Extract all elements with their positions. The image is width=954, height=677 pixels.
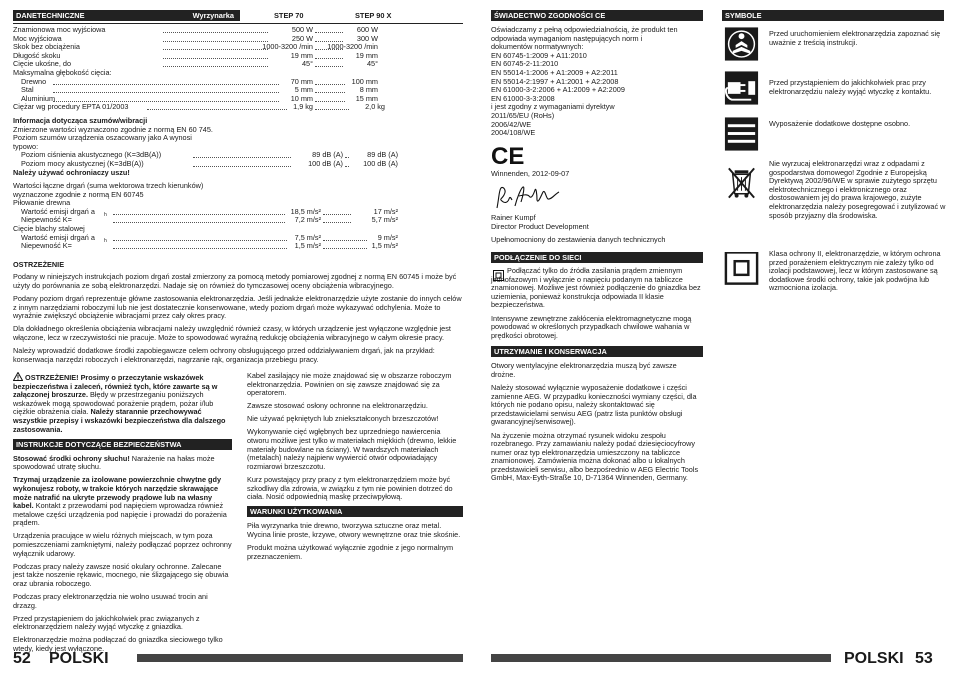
leader-dots <box>113 234 287 241</box>
conformity-line: EN 60745-2-11:2010 <box>491 59 559 69</box>
conformity-line: dokumentów normatywnych: <box>491 42 584 52</box>
spec-value-step90x: 100 dB (A) <box>363 158 398 168</box>
mains-paragraph: Intensywne zewnętrzne zakłócenia elektromagnetyczne mogą powodować w określonych przypadkach chwilowe wahania w prędkości obrotowej. <box>491 313 692 340</box>
vib-steel-title: Cięcie blachy stalowej <box>13 224 85 234</box>
conformity-line: i jest zgodny z wymaganiami dyrektyw <box>491 102 615 112</box>
leader-dots <box>163 43 268 50</box>
vibration-steel-table <box>13 234 463 251</box>
spec-label: Drewno <box>21 76 47 86</box>
signer-title: Director Product Development <box>491 221 589 231</box>
signer-note: Upełnomocniony do zestawienia danych technicznych <box>491 234 666 244</box>
leader-dots <box>323 216 351 223</box>
leader-dots <box>113 208 285 215</box>
spec-value-step90x: 45° <box>366 59 378 69</box>
leader-dots <box>345 160 349 167</box>
language-label: POLSKI <box>49 650 109 667</box>
leader-dots <box>53 78 279 85</box>
spec-value-step70: 5 mm <box>294 85 313 95</box>
safety-paragraph: Kurz powstający przy pracy z tym elektronarzędziem może być szkodliwy dla zdrowia, w związku z tym nie powinien dotrzeć do ciała. Nosić odpowiednią maskę przeciwpyłową. <box>247 474 453 502</box>
spec-label: Poziom ciśnienia akustycznego (K=3dB(A)) <box>21 150 162 160</box>
safety-paragraph: Podczas pracy elektronarzędzia nie wolno usuwać trocin ani drzazg. <box>13 591 208 610</box>
accessory-icon <box>722 117 761 151</box>
safety-paragraph: Urządzenia pracujące w wielu różnych miejscach, w tym poza pomieszczeniami zamkniętymi, należy podłączać poprzez ochronny wyłącznik udarowy. <box>13 531 232 558</box>
spec-value-step70: 10 mm <box>290 93 313 103</box>
ce-mark-icon <box>491 144 525 166</box>
page-52-column-2a <box>13 372 232 658</box>
spec-label: Moc wyjściowa <box>13 33 62 43</box>
symbol-row <box>722 160 944 240</box>
class-ii-icon <box>722 252 761 286</box>
footer-bar <box>137 654 463 662</box>
spec-row <box>13 43 463 52</box>
mains-header: PODŁĄCZENIE DO SIECI <box>491 252 703 263</box>
weight-row <box>13 103 463 112</box>
page-53-column-1 <box>491 10 703 488</box>
spec-label: Długość skoku <box>13 50 61 60</box>
leader-dots <box>163 26 268 33</box>
spec-value-step70: 1,5 m/s² <box>294 241 321 251</box>
safety-paragraph: Kabel zasilający nie może znajdować się w obszarze roboczym elektronarzędzia. Powinien on się zawsze znajdować się za operatorem. <box>247 371 452 398</box>
language-label: POLSKI <box>844 650 904 667</box>
spec-value-step90x: 17 m/s² <box>373 206 398 216</box>
spec-table <box>13 26 463 69</box>
leader-dots <box>193 160 291 167</box>
conformity-line: EN 61000-3-3:2008 <box>491 93 555 103</box>
symbol-text: Wyposażenie dodatkowe dostępne osobno. <box>769 119 911 128</box>
model-step-70: STEP 70 <box>274 11 304 20</box>
page-53-column-2 <box>722 10 944 410</box>
spec-row <box>13 242 463 251</box>
read-manual-icon <box>722 27 761 61</box>
symbol-text: Przed uruchomieniem elektronarzędzia zapoznać się uważnie z treścią instrukcji. <box>769 29 941 47</box>
spec-value-step70: 100 dB (A) <box>308 158 343 168</box>
safety-paragraph: Przed przystąpieniem do jakichkolwiek prac związanych z elektronarzędziem należy wyjąć wtyczkę z gniazdka. <box>13 613 200 632</box>
leader-dots <box>163 35 268 42</box>
tech-data-header-bar <box>13 10 240 21</box>
spec-value-step90x: 100 mm <box>351 76 378 86</box>
warning-paragraph: Podany poziom drgań reprezentuje główne zastosowania elektronarzędzia. Jeśli jednakże elektronarzędzie użyte zostanie do innych celów z innym narzędziami roboczymi lub nie jest dostatecznie konserwowane, wtedy poziom drgań może wykazywać odchylenia. Może to wyraźnie zwiększyć obciążenie wibracjami przez cały okres pracy. <box>13 294 462 321</box>
spec-label: Stal <box>21 85 34 95</box>
spec-value-step90x: 89 dB (A) <box>367 150 398 160</box>
conformity-line: 2004/108/WE <box>491 128 536 138</box>
leader-dots <box>315 60 343 67</box>
safety-hearing: Stosować środki ochrony słuchu! Narażenie na hałas może spowodować utratę słuchu. <box>13 453 215 472</box>
leader-dots <box>315 35 343 42</box>
safety-paragraph: Nie używać pękniętych lub zniekształconych brzeszczotów! <box>247 414 439 424</box>
leader-dots <box>113 216 285 223</box>
tech-data-subtitle: Wyrzynarka <box>192 11 234 20</box>
symbol-row <box>722 27 944 63</box>
spec-value-step90x: 1000-3200 /min <box>327 42 378 52</box>
noise-intro <box>13 126 463 152</box>
leader-dots <box>315 26 343 33</box>
vibration-intro-line: wyznaczone zgodnie z normą EN 60745 <box>13 189 144 199</box>
noise-intro-line: Zmierzone wartości wyznaczono zgodnie z normą EN 60 745. <box>13 124 213 134</box>
warning-paragraph: Należy wprowadzić dodatkowe środki zapobiegawcze celem ochrony obsługującego przed oddziaływaniem drgań, jak na przykład: konserwacja narzędzi roboczych i elektronarzędzi, nagrzanie rąk, organizacja przebiegu pracy. <box>13 346 435 364</box>
spec-value-step70: 7,5 m/s² <box>294 232 321 242</box>
spec-value-step90x: 15 mm <box>355 93 378 103</box>
warning-paragraph: Dla dokładnego określenia obciążenia wibracjami należy uwzględnić również czasy, w których urządzenie jest wyłączone względnie jest włączone, lecz w rzeczywistości nie pracuje. Może to spowodować wyraźną redukcję obciążenia wibracyjnego w całym okresie pracy. <box>13 324 451 342</box>
leader-dots <box>315 103 349 110</box>
safety-paragraph: Wykonywanie cięć wgłębnych bez uprzedniego nawiercenia otworu możliwe jest tylko w materiałach miękkich (drewno, lekkie materiały budowlane na ściany). W twardszych materiałach (metalach) należy najpierw wywiercić otwór odpowiadający rozmiarowi brzeszczotu. <box>247 427 457 471</box>
maintenance-header: UTRZYMANIE I KONSERWACJA <box>491 346 703 357</box>
vibration-wood-table <box>13 208 463 225</box>
tech-data-header <box>13 10 463 21</box>
symbol-row <box>722 71 944 107</box>
spec-value-step90x: 9 m/s² <box>377 232 398 242</box>
leader-dots <box>315 86 345 93</box>
spec-value-step70: 250 W <box>291 33 313 43</box>
spec-value-step90x: 5,7 m/s² <box>371 215 398 225</box>
spec-label: Niepewność K= <box>21 241 72 251</box>
leader-dots <box>323 242 367 249</box>
safety-paragraph: Elektronarzędzie można podłączać do gniazdka sieciowego tylko wtedy, kiedy jest wyłączone. <box>13 635 223 653</box>
warning-paragraph: Podany w niniejszych instrukcjach poziom drgań został zmierzony za pomocą metody pomiarowej zgodnej z normą EN 60745 i może być użyty do porównania ze sobą elektronarzędzi. Nadaje się on również do tymczasowej oceny obciążenia wibracyjnego. <box>13 272 457 291</box>
unplug-icon <box>722 71 761 105</box>
vib-wood-title: Piłowanie drewna <box>13 198 71 208</box>
depth-table <box>13 78 463 104</box>
leader-dots <box>323 208 351 215</box>
conformity-line: odpowiada wymaganiom następujących norm i <box>491 33 643 43</box>
safety-section-header: INSTRUKCJE DOTYCZĄCE BEZPIECZEŃSTWA <box>13 439 232 450</box>
spec-value-step90x: 300 W <box>356 33 378 43</box>
conformity-line: EN 55014-2:1997 + A1:2001 + A2:2008 <box>491 76 619 86</box>
conformity-line: 2006/42/WE <box>491 119 532 129</box>
leader-dots <box>345 151 349 158</box>
signature-image <box>493 184 563 212</box>
spec-label: Aluminium <box>21 93 56 103</box>
spec-row <box>13 35 463 44</box>
conformity-line: EN 61000-3-2:2006 + A1:2009 + A2:2009 <box>491 85 625 95</box>
maintenance-paragraph: Na życzenie można otrzymać rysunek widoku zespołu rozebranego. Przy zamawianiu należy podać dziesięciocyfrowy numer oraz typ elektronarzędzia umieszczony na tabliczce znamionowej. Zamówienia można dokonać albo u lokalnych przedstawicieli serwisu, albo bezpośrednio w AEG Electric Tools GmbH, Max-Eyth-Straße 10, D-71364 Winnenden, Germany. <box>491 430 699 483</box>
page-number-52: 52 <box>13 650 31 667</box>
spec-value-step70: 18,5 m/s² <box>290 206 321 216</box>
mains-paragraph: Podłączać tylko do źródła zasilania prądem zmiennym jednofazowym i wyłącznie o napięciu podanym na tabliczce znamionowej. Możliwe jest również podłączenie do gniazdka bez uziemienia, ponieważ konstrukcja odpowiada II klasie bezpieczeństwa. <box>491 266 701 310</box>
leader-dots <box>163 60 268 67</box>
noise-intro-line: typowo: <box>13 141 39 151</box>
leader-dots <box>163 52 268 59</box>
spec-label: Wartość emisji drgań a <box>21 232 95 242</box>
place-date: Winnenden, 2012-09-07 <box>491 168 570 178</box>
ear-protection-note: Należy używać ochroniaczy uszu! <box>13 167 130 177</box>
symbol-row <box>722 244 944 304</box>
spec-label-subscript: h <box>104 237 107 244</box>
symbol-text: Nie wyrzucaj elektronarzędzi wraz z odpadami z gospodarstwa domowego! Zgodnie z Europejską Dyrektywą 2002/96/WE w sprawie zużytego sprzętu elektrotechnicznego i elektronicznego oraz dostosowaniem jej do prawa krajowego, zużyte elektronarzędzia należy posegregować i zutylizować w sposób przyjazny dla środowiska. <box>769 159 946 220</box>
vibration-intro <box>13 182 463 199</box>
mains-block <box>491 267 703 310</box>
conformity-line: 2011/65/EU (RoHs) <box>491 110 555 120</box>
page-number-53: 53 <box>915 650 933 667</box>
conformity-header: ŚWIADECTWO ZGODNOŚCI CE <box>491 10 703 21</box>
conformity-lines <box>491 26 703 138</box>
maintenance-paragraph: Należy stosować wyłącznie wyposażenie dodatkowe i części zamienne AEG. W przypadku konieczności wymiany części, dla których nie podano opisu, należy skontaktować się przedstawicielami serwisu AEG (patrz lista punktów obsługi gwarancyjnej/serwisowej). <box>491 383 697 427</box>
usage-section-header: WARUNKI UŻYTKOWANIA <box>247 506 463 517</box>
noise-title: Informacja dotycząca szumów/wibracji <box>13 115 148 125</box>
signer-name: Rainer Kumpf <box>491 213 536 223</box>
page-52-column-1 <box>13 10 463 369</box>
page-52-footer <box>13 649 463 669</box>
weee-bin-icon <box>722 166 761 200</box>
warning-keep: Należy starannie przechowywać wszystkie przepisy i wskazówki bezpieczeństwa dla dalszego zastosowania. <box>13 407 226 434</box>
spec-row <box>13 86 463 95</box>
spec-row <box>13 160 463 169</box>
footer-bar <box>491 654 831 662</box>
spec-row <box>13 52 463 61</box>
spec-value-step90x: 2,0 kg <box>365 102 385 112</box>
leader-dots <box>113 242 287 249</box>
usage-paragraph: Piła wyrzynarka tnie drewno, tworzywa sztuczne oraz metal. Wycina linie proste, krzywe, otwory wewnętrzne oraz tnie skośnie. <box>247 521 461 539</box>
header-rule <box>13 23 463 24</box>
safety-paragraph: Podczas pracy należy zawsze nosić okulary ochronne. Zalecane jest także noszenie rękawic, mocnego, nie ślizgającego się obuwia oraz ubrania roboczego. <box>13 561 229 588</box>
class-ii-small-icon <box>493 270 504 281</box>
spec-value-step70: 70 mm <box>290 76 313 86</box>
symbol-row <box>722 117 944 153</box>
spec-value-step70: 45° <box>301 59 313 69</box>
spec-label-subscript: h <box>104 211 107 218</box>
warning-block <box>13 372 232 434</box>
warning-title: OSTRZEŻENIE <box>13 259 65 269</box>
model-step-90x: STEP 90 X <box>355 11 392 20</box>
noise-table <box>13 151 463 168</box>
leader-dots <box>323 234 367 241</box>
spec-value-step70: 89 dB (A) <box>312 150 343 160</box>
spec-label: Cięcie ukośne, do <box>13 59 72 69</box>
spec-row <box>13 103 463 112</box>
spec-value-step90x: 19 mm <box>355 50 378 60</box>
spec-label: Znamionowa moc wyjściowa <box>13 25 106 34</box>
symbols-header: SYMBOLE <box>722 10 944 21</box>
page-53-footer <box>491 649 941 669</box>
spec-label: Ciężar wg procedury EPTA 01/2003 <box>13 102 129 112</box>
spec-value-step70: 1000-3200 /min <box>262 42 313 52</box>
warning-triangle-icon <box>13 372 23 381</box>
spec-value-step70: 500 W <box>291 25 313 34</box>
maintenance-paragraph: Otwory wentylacyjne elektronarzędzia muszą być zawsze drożne. <box>491 361 677 379</box>
leader-dots <box>53 95 279 102</box>
spec-label: Skok bez obciążenia <box>13 42 80 52</box>
tech-data-title: DANETECHNICZNE <box>16 11 85 20</box>
page-52-column-2b <box>247 372 463 566</box>
leader-dots <box>193 151 291 158</box>
depth-title: Maksymalna głębokość cięcia: <box>13 67 112 77</box>
warning-rest: Błędy w przestrzeganiu poniższych wskazówek mogą spowodować porażenie prądem, pożar i/lub ciężkie obrażenia ciała. <box>13 390 214 417</box>
conformity-line: EN 55014-1:2006 + A1:2009 + A2:2011 <box>491 67 618 77</box>
spec-label: Niepewność K= <box>21 215 72 225</box>
spec-row <box>13 78 463 87</box>
conformity-line: EN 60745-1:2009 + A11:2010 <box>491 50 587 60</box>
warning-bold: OSTRZEŻENIE! Prosimy o przeczytanie wskazówek bezpieczeństwa i zaleceń, również tych, które zawarte są w załączonej broszurze. <box>13 373 218 400</box>
spec-value-step90x: 600 W <box>356 25 378 34</box>
spec-value-step70: 7,2 m/s² <box>294 215 321 225</box>
spec-value-step70: 19 mm <box>290 50 313 60</box>
spec-value-step90x: 8 mm <box>359 85 378 95</box>
vibration-intro-line: Wartości łączne drgań (suma wektorowa trzech kierunków) <box>13 181 204 191</box>
spec-label: Wartość emisji drgań a <box>21 206 95 216</box>
spec-label: Poziom mocy akustycznej (K=3dB(A)) <box>21 158 144 168</box>
symbol-text: Klasa ochrony II, elektronarzędzie, w którym ochrona przed porażeniem elektrycznym nie zależy tylko od izolacji podstawowej, lecz w którym zastosowane są dodatkowe środki ochrony, takie jak podwójna lub wzmocniona izolacja. <box>769 249 941 293</box>
safety-grip: Trzymaj urządzenie za izolowane powierzchnie chwytne gdy wykonujesz roboty, w trakcie których narzędzie skrawające może natrafić na ukryte przewody prądowe lub na własny kabel. Kontakt z przewodami pod napięciem wprowadza również metalowe części urządzenia pod napięcie i prowadzi do porażenia prądem. <box>13 475 227 528</box>
conformity-line: Oświadczamy z pełną odpowiedzialnością, że produkt ten <box>491 25 678 34</box>
leader-dots <box>53 86 279 93</box>
leader-dots <box>315 95 345 102</box>
usage-paragraph: Produkt można użytkować wyłącznie zgodnie z jego normalnym przeznaczeniem. <box>247 542 454 561</box>
leader-dots <box>147 103 287 110</box>
spec-value-step70: 1,9 kg <box>293 102 313 112</box>
leader-dots <box>315 52 343 59</box>
safety-paragraph: Zawsze stosować osłony ochronne na elektronarzędziu. <box>247 401 428 411</box>
spec-value-step90x: 1,5 m/s² <box>371 241 398 251</box>
leader-dots <box>315 78 345 85</box>
svg-text:CE: CE <box>491 143 525 166</box>
spec-row <box>13 26 463 35</box>
noise-intro-line: Poziom szumów urządzenia oszacowany jako A wynosi <box>13 133 192 143</box>
symbol-text: Przed przystąpieniem do jakichkolwiek prac przy elektronarzędziu należy wyjąć wtyczkę z kontaktu. <box>769 78 932 96</box>
